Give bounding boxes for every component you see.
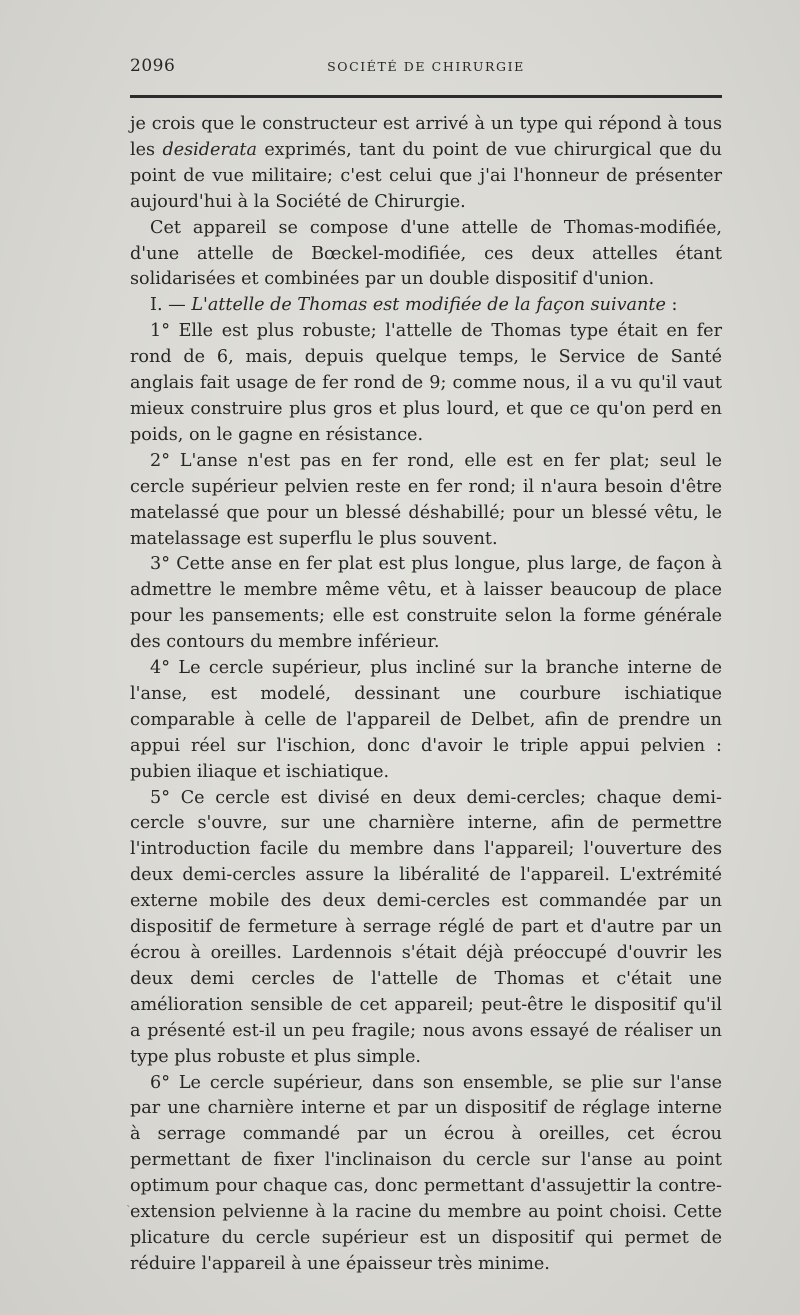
paragraph-continuation: je crois que le constructeur est arrivé à un type qui répond à tous les desiderata exprimés, tant du point de vue chirurgical que du point de vue militaire; c'est celui que j'ai l'honneur de présenter aujourd'hui à la Société de Chirurgie. [130,114,722,212]
list-item-1: 1° Elle est plus robuste; l'attelle de Thomas type était en fer rond de 6, mais, depuis quelque temps, le Service de Santé anglais fait usage de fer rond de 9; comme nous, il a vu qu'il vaut mieux construire plus gros et plus lourd, et que ce qu'on perd en poids, on le gagne en résistance. [130,321,722,445]
list-item-3: 3° Cette anse en fer plat est plus longue, plus large, de façon à admettre le membre même vêtu, et à laisser beaucoup de place pour les pansements; elle est construite selon la forme générale des contours du membre inférieur. [130,554,722,653]
section-heading-italic: L'attelle de Thomas est modifiée de la façon suivante [191,295,666,316]
paragraph: Cet appareil se compose d'une attelle de Thomas-modifiée, d'une attelle de Bœckel-modifiée, ces deux attelles étant solidarisées et combinées par un double dispositif d'union. [130,217,722,290]
print-mark: ` [126,1204,132,1217]
list-item-6: 6° Le cercle supérieur, dans son ensemble, se plie sur l'anse par une charnière interne et par un dispositif de réglage interne à serrage commandé par un écrou à oreilles, cet écrou permettant de fixer l'inclinaison du cercle sur l'anse au point optimum pour chaque cas, donc permettant d'assujettir la contre-extension pelvienne à la racine du membre au point choisi. Cette plicature du cercle supérieur est un dispositif qui permet de réduire l'appareil à une épaisseur très minime. [130,1072,722,1274]
running-head: SOCIÉTÉ DE CHIRURGIE [327,59,525,74]
body-text [130,112,722,1278]
list-item-2: 2° L'anse n'est pas en fer rond, elle est en fer plat; seul le cercle supérieur pelvien reste en fer rond; il n'aura besoin d'être matelassé que pour un blessé déshabillé; pour un blessé vêtu, le matelassage est superflu le plus souvent. [130,450,722,549]
list-item-4: 4° Le cercle supérieur, plus incliné sur la branche interne de l'anse, est modelé, dessinant une courbure ischiatique comparable à celle de l'appareil de Delbet, afin de prendre un appui réel sur l'ischion, donc d'avoir le triple appui pelvien : pubien iliaque et ischiatique. [130,658,722,782]
page-number: 2096 [130,56,176,76]
section-heading: I. — L'attelle de Thomas est modifiée de la façon suivante : [150,295,678,316]
list-item-5: 5° Ce cercle est divisé en deux demi-cercles; chaque demi-cercle s'ouvre, sur une charnière interne, afin de permettre l'introduction facile du membre dans l'appareil; l'ouverture des deux demi-cercles assure la libéralité de l'appareil. L'extrémité externe mobile des deux demi-cercles est commandée par un dispositif de fermeture à serrage réglé de part et d'autre par un écrou à oreilles. Lardennois s'était déjà préoccupé d'ouvrir les deux demi cercles de l'attelle de Thomas et c'était une amélioration sensible de cet appareil; peut-être le dispositif qu'il a présenté est-il un peu fragile; nous avons essayé de réaliser un type plus robuste et plus simple. [130,787,722,1067]
italic-term: desiderata [162,139,257,160]
header-rule [130,95,722,98]
page-header [130,56,722,80]
